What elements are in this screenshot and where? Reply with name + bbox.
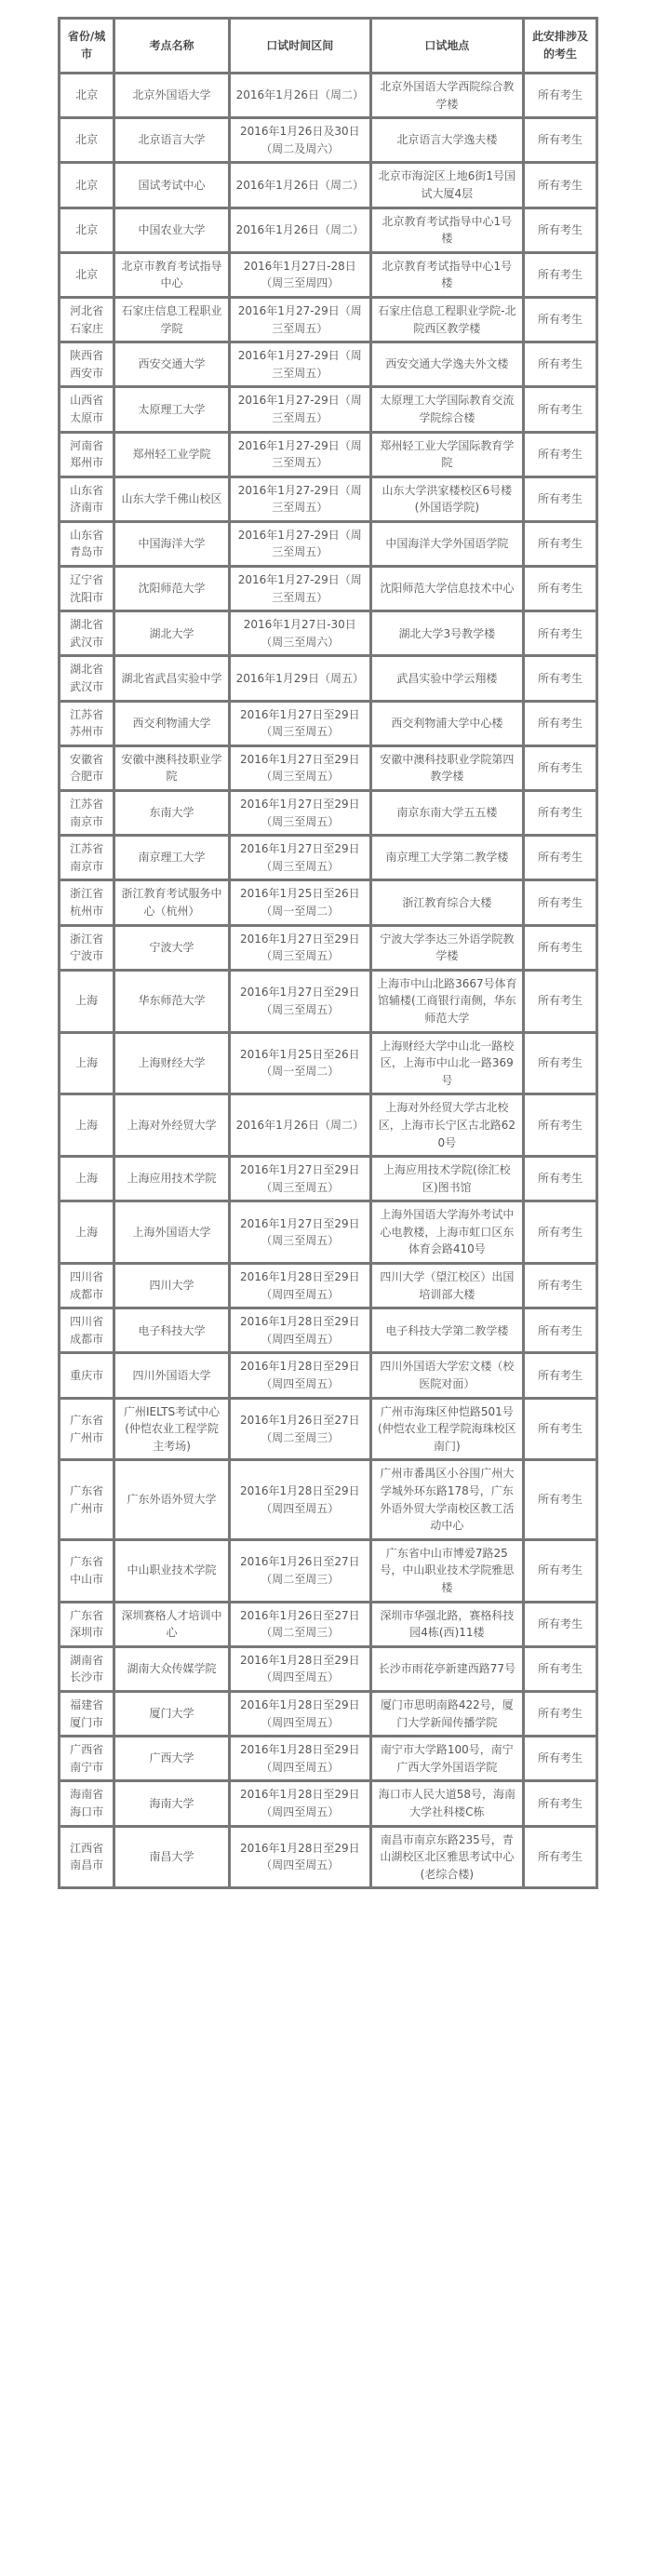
cell-place: 宁波大学李达三外语学院教学楼 xyxy=(372,927,522,969)
cell-time: 2016年1月27日至29日（周三至周五） xyxy=(231,927,369,969)
cell-time: 2016年1月27日至29日（周三至周五） xyxy=(231,703,369,745)
cell-venue: 国试考试中心 xyxy=(115,164,228,206)
cell-time: 2016年1月28日至29日（周四至周五） xyxy=(231,1461,369,1537)
table-row xyxy=(60,343,596,385)
cell-time: 2016年1月28日至29日（周四至周五） xyxy=(231,1309,369,1351)
cell-scope: 所有考生 xyxy=(525,74,596,116)
cell-city: 北京 xyxy=(60,164,113,206)
cell-scope: 所有考生 xyxy=(525,612,596,654)
cell-city: 山东省青岛市 xyxy=(60,523,113,565)
cell-city: 北京 xyxy=(60,254,113,296)
cell-place: 北京语言大学逸夫楼 xyxy=(372,119,522,161)
cell-place: 西交利物浦大学中心楼 xyxy=(372,703,522,745)
cell-place: 山东大学洪家楼校区6号楼(外国语学院) xyxy=(372,478,522,520)
cell-place: 厦门市思明南路422号，厦门大学新闻传播学院 xyxy=(372,1693,522,1735)
table-row xyxy=(60,568,596,610)
table-row xyxy=(60,1400,596,1459)
cell-scope: 所有考生 xyxy=(525,837,596,879)
cell-city: 福建省厦门市 xyxy=(60,1693,113,1735)
cell-place: 武昌实验中学云翔楼 xyxy=(372,657,522,699)
cell-place: 北京市海淀区上地6街1号国试大厦4层 xyxy=(372,164,522,206)
cell-venue: 上海财经大学 xyxy=(115,1034,228,1093)
cell-place: 郑州轻工业大学国际教育学院 xyxy=(372,434,522,476)
cell-time: 2016年1月27-29日（周三至周五） xyxy=(231,343,369,385)
cell-time: 2016年1月27日至29日（周三至周五） xyxy=(231,837,369,879)
table-row xyxy=(60,299,596,341)
cell-city: 辽宁省沈阳市 xyxy=(60,568,113,610)
cell-city: 湖北省武汉市 xyxy=(60,612,113,654)
cell-scope: 所有考生 xyxy=(525,1095,596,1155)
cell-place: 太原理工大学国际教育交流学院综合楼 xyxy=(372,388,522,430)
cell-city: 山西省太原市 xyxy=(60,388,113,430)
cell-venue: 西交利物浦大学 xyxy=(115,703,228,745)
cell-scope: 所有考生 xyxy=(525,1737,596,1779)
cell-scope: 所有考生 xyxy=(525,881,596,923)
header-row xyxy=(60,20,596,72)
cell-venue: 南京理工大学 xyxy=(115,837,228,879)
table-row xyxy=(60,164,596,206)
cell-scope: 所有考生 xyxy=(525,254,596,296)
table-row xyxy=(60,74,596,116)
cell-scope: 所有考生 xyxy=(525,703,596,745)
cell-place: 上海外国语大学海外考试中心电教楼，上海市虹口区东体育会路410号 xyxy=(372,1202,522,1262)
cell-city: 河北省石家庄 xyxy=(60,299,113,341)
table-row xyxy=(60,1737,596,1779)
cell-time: 2016年1月27日至29日（周三至周五） xyxy=(231,972,369,1031)
table-row xyxy=(60,478,596,520)
cell-time: 2016年1月28日至29日（周四至周五） xyxy=(231,1828,369,1887)
cell-place: 西安交通大学逸夫外文楼 xyxy=(372,343,522,385)
cell-place: 南京理工大学第二教学楼 xyxy=(372,837,522,879)
cell-place: 石家庄信息工程职业学院-北院西区教学楼 xyxy=(372,299,522,341)
cell-place: 上海对外经贸大学古北校区，上海市长宁区古北路620号 xyxy=(372,1095,522,1155)
cell-scope: 所有考生 xyxy=(525,1309,596,1351)
cell-scope: 所有考生 xyxy=(525,1648,596,1690)
cell-city: 重庆市 xyxy=(60,1354,113,1396)
table-row xyxy=(60,972,596,1031)
cell-place: 南京东南大学五五楼 xyxy=(372,792,522,834)
cell-city: 陕西省西安市 xyxy=(60,343,113,385)
table-row xyxy=(60,657,596,699)
table-row xyxy=(60,1693,596,1735)
cell-time: 2016年1月26日至27日（周二至周三） xyxy=(231,1541,369,1601)
cell-venue: 四川大学 xyxy=(115,1265,228,1307)
cell-time: 2016年1月29日（周五） xyxy=(231,657,369,699)
cell-place: 安徽中澳科技职业学院第四教学楼 xyxy=(372,747,522,789)
cell-place: 电子科技大学第二教学楼 xyxy=(372,1309,522,1351)
cell-place: 四川大学（望江校区）出国培训部大楼 xyxy=(372,1265,522,1307)
cell-city: 北京 xyxy=(60,119,113,161)
cell-city: 湖北省武汉市 xyxy=(60,657,113,699)
cell-city: 广西省南宁市 xyxy=(60,1737,113,1779)
table-row xyxy=(60,1158,596,1200)
cell-venue: 湖北省武昌实验中学 xyxy=(115,657,228,699)
cell-venue: 中山职业技术学院 xyxy=(115,1541,228,1601)
cell-scope: 所有考生 xyxy=(525,1354,596,1396)
table-row xyxy=(60,119,596,161)
cell-venue: 西安交通大学 xyxy=(115,343,228,385)
table-row xyxy=(60,837,596,879)
cell-time: 2016年1月25日至26日（周一至周二） xyxy=(231,881,369,923)
exam-schedule-table xyxy=(58,17,598,1889)
cell-city: 山东省济南市 xyxy=(60,478,113,520)
cell-city: 四川省成都市 xyxy=(60,1309,113,1351)
cell-city: 浙江省杭州市 xyxy=(60,881,113,923)
cell-venue: 北京外国语大学 xyxy=(115,74,228,116)
cell-scope: 所有考生 xyxy=(525,434,596,476)
cell-city: 河南省郑州市 xyxy=(60,434,113,476)
cell-venue: 深圳赛格人才培训中心 xyxy=(115,1603,228,1645)
table-row xyxy=(60,388,596,430)
cell-venue: 电子科技大学 xyxy=(115,1309,228,1351)
cell-time: 2016年1月25日至26日（周一至周二） xyxy=(231,1034,369,1093)
table-row xyxy=(60,703,596,745)
cell-city: 上海 xyxy=(60,1202,113,1262)
cell-scope: 所有考生 xyxy=(525,1603,596,1645)
cell-city: 广东省广州市 xyxy=(60,1400,113,1459)
table-row xyxy=(60,927,596,969)
cell-venue: 厦门大学 xyxy=(115,1693,228,1735)
table-row xyxy=(60,1648,596,1690)
table-row xyxy=(60,1309,596,1351)
cell-scope: 所有考生 xyxy=(525,478,596,520)
cell-time: 2016年1月27日-28日（周三至周四） xyxy=(231,254,369,296)
cell-venue: 湖南大众传媒学院 xyxy=(115,1648,228,1690)
table-body xyxy=(60,74,596,1886)
cell-venue: 沈阳师范大学 xyxy=(115,568,228,610)
cell-city: 湖南省长沙市 xyxy=(60,1648,113,1690)
cell-scope: 所有考生 xyxy=(525,343,596,385)
cell-city: 四川省成都市 xyxy=(60,1265,113,1307)
cell-venue: 湖北大学 xyxy=(115,612,228,654)
cell-scope: 所有考生 xyxy=(525,1265,596,1307)
cell-venue: 广东外语外贸大学 xyxy=(115,1461,228,1537)
cell-scope: 所有考生 xyxy=(525,1034,596,1093)
cell-venue: 宁波大学 xyxy=(115,927,228,969)
cell-place: 南昌市南京东路235号，青山湖校区北区雅思考试中心(老综合楼) xyxy=(372,1828,522,1887)
table-row xyxy=(60,1202,596,1262)
cell-venue: 东南大学 xyxy=(115,792,228,834)
cell-place: 南宁市大学路100号，南宁广西大学外国语学院 xyxy=(372,1737,522,1779)
cell-time: 2016年1月28日至29日（周四至周五） xyxy=(231,1737,369,1779)
cell-scope: 所有考生 xyxy=(525,747,596,789)
cell-place: 北京外国语大学西院综合教学楼 xyxy=(372,74,522,116)
cell-place: 中国海洋大学外国语学院 xyxy=(372,523,522,565)
cell-place: 四川外国语大学宏文楼（校医院对面） xyxy=(372,1354,522,1396)
cell-scope: 所有考生 xyxy=(525,1202,596,1262)
table-header xyxy=(60,20,596,72)
cell-city: 海南省海口市 xyxy=(60,1782,113,1824)
cell-venue: 太原理工大学 xyxy=(115,388,228,430)
cell-scope: 所有考生 xyxy=(525,1541,596,1601)
cell-city: 北京 xyxy=(60,74,113,116)
cell-time: 2016年1月27-29日（周三至周五） xyxy=(231,299,369,341)
header-time: 口试时间区间 xyxy=(231,20,369,72)
cell-place: 浙江教育综合大楼 xyxy=(372,881,522,923)
cell-city: 江西省南昌市 xyxy=(60,1828,113,1887)
cell-time: 2016年1月27-29日（周三至周五） xyxy=(231,523,369,565)
table-row xyxy=(60,1782,596,1824)
table-row xyxy=(60,1461,596,1537)
table-row xyxy=(60,1828,596,1887)
cell-scope: 所有考生 xyxy=(525,1400,596,1459)
cell-place: 长沙市雨花亭新建西路77号 xyxy=(372,1648,522,1690)
cell-scope: 所有考生 xyxy=(525,792,596,834)
cell-city: 广东省广州市 xyxy=(60,1461,113,1537)
cell-city: 江苏省南京市 xyxy=(60,792,113,834)
cell-time: 2016年1月27日至29日（周三至周五） xyxy=(231,747,369,789)
cell-city: 上海 xyxy=(60,1034,113,1093)
cell-time: 2016年1月28日至29日（周四至周五） xyxy=(231,1265,369,1307)
table-row xyxy=(60,523,596,565)
cell-venue: 中国农业大学 xyxy=(115,209,228,251)
cell-venue: 安徽中澳科技职业学院 xyxy=(115,747,228,789)
header-city: 省份/城市 xyxy=(60,20,113,72)
cell-place: 沈阳师范大学信息技术中心 xyxy=(372,568,522,610)
cell-scope: 所有考生 xyxy=(525,299,596,341)
cell-scope: 所有考生 xyxy=(525,568,596,610)
cell-time: 2016年1月27日至29日（周三至周五） xyxy=(231,792,369,834)
cell-venue: 浙江教育考试服务中心（杭州） xyxy=(115,881,228,923)
cell-scope: 所有考生 xyxy=(525,1782,596,1824)
cell-place: 湖北大学3号教学楼 xyxy=(372,612,522,654)
cell-scope: 所有考生 xyxy=(525,1828,596,1887)
cell-venue: 海南大学 xyxy=(115,1782,228,1824)
table-row xyxy=(60,1034,596,1093)
table-row xyxy=(60,209,596,251)
cell-time: 2016年1月26日（周二） xyxy=(231,74,369,116)
table-row xyxy=(60,747,596,789)
cell-time: 2016年1月28日至29日（周四至周五） xyxy=(231,1648,369,1690)
cell-venue: 上海应用技术学院 xyxy=(115,1158,228,1200)
cell-time: 2016年1月26日至27日（周二至周三） xyxy=(231,1603,369,1645)
cell-time: 2016年1月27-29日（周三至周五） xyxy=(231,434,369,476)
cell-venue: 石家庄信息工程职业学院 xyxy=(115,299,228,341)
cell-scope: 所有考生 xyxy=(525,164,596,206)
cell-place: 北京教育考试指导中心1号楼 xyxy=(372,254,522,296)
cell-place: 上海应用技术学院(徐汇校区)图书馆 xyxy=(372,1158,522,1200)
cell-time: 2016年1月27-29日（周三至周五） xyxy=(231,388,369,430)
table-row xyxy=(60,1265,596,1307)
cell-time: 2016年1月26日（周二） xyxy=(231,1095,369,1155)
cell-place: 广州市番禺区小谷围广州大学城外环东路178号，广东外语外贸大学南校区教工活动中心 xyxy=(372,1461,522,1537)
cell-time: 2016年1月27-29日（周三至周五） xyxy=(231,568,369,610)
table-row xyxy=(60,434,596,476)
table-row xyxy=(60,1354,596,1396)
cell-city: 江苏省苏州市 xyxy=(60,703,113,745)
cell-city: 安徽省合肥市 xyxy=(60,747,113,789)
cell-place: 上海财经大学中山北一路校区，上海市中山北一路369号 xyxy=(372,1034,522,1093)
cell-city: 广东省中山市 xyxy=(60,1541,113,1601)
cell-scope: 所有考生 xyxy=(525,927,596,969)
cell-venue: 华东师范大学 xyxy=(115,972,228,1031)
cell-venue: 广州IELTS考试中心 (仲恺农业工程学院主考场) xyxy=(115,1400,228,1459)
table-row xyxy=(60,1603,596,1645)
cell-time: 2016年1月27日至29日（周三至周五） xyxy=(231,1158,369,1200)
cell-time: 2016年1月26日（周二） xyxy=(231,164,369,206)
cell-time: 2016年1月26日及30日（周二及周六） xyxy=(231,119,369,161)
cell-venue: 北京语言大学 xyxy=(115,119,228,161)
cell-city: 上海 xyxy=(60,1158,113,1200)
cell-time: 2016年1月28日至29日（周四至周五） xyxy=(231,1693,369,1735)
cell-venue: 山东大学千佛山校区 xyxy=(115,478,228,520)
table-row xyxy=(60,881,596,923)
cell-place: 广州市海珠区仲恺路501号 (仲恺农业工程学院海珠校区南门) xyxy=(372,1400,522,1459)
cell-time: 2016年1月27日-30日（周三至周六） xyxy=(231,612,369,654)
cell-scope: 所有考生 xyxy=(525,1693,596,1735)
cell-place: 海口市人民大道58号，海南大学社科楼C栋 xyxy=(372,1782,522,1824)
header-venue: 考点名称 xyxy=(115,20,228,72)
table-row xyxy=(60,254,596,296)
cell-city: 上海 xyxy=(60,972,113,1031)
cell-place: 北京教育考试指导中心1号楼 xyxy=(372,209,522,251)
cell-scope: 所有考生 xyxy=(525,119,596,161)
cell-scope: 所有考生 xyxy=(525,523,596,565)
cell-city: 上海 xyxy=(60,1095,113,1155)
cell-venue: 郑州轻工业学院 xyxy=(115,434,228,476)
table-row xyxy=(60,1541,596,1601)
cell-time: 2016年1月28日至29日（周四至周五） xyxy=(231,1782,369,1824)
cell-scope: 所有考生 xyxy=(525,1461,596,1537)
cell-venue: 上海对外经贸大学 xyxy=(115,1095,228,1155)
header-scope: 此安排涉及 的考生 xyxy=(525,20,596,72)
cell-place: 上海市中山北路3667号体育馆辅楼(工商银行南侧，华东师范大学 xyxy=(372,972,522,1031)
cell-scope: 所有考生 xyxy=(525,972,596,1031)
cell-scope: 所有考生 xyxy=(525,388,596,430)
cell-time: 2016年1月27日至29日（周三至周五） xyxy=(231,1202,369,1262)
cell-venue: 中国海洋大学 xyxy=(115,523,228,565)
cell-time: 2016年1月26日（周二） xyxy=(231,209,369,251)
cell-venue: 广西大学 xyxy=(115,1737,228,1779)
cell-scope: 所有考生 xyxy=(525,1158,596,1200)
table-row xyxy=(60,792,596,834)
cell-time: 2016年1月28日至29日（周四至周五） xyxy=(231,1354,369,1396)
cell-time: 2016年1月26日至27日（周二至周三） xyxy=(231,1400,369,1459)
cell-time: 2016年1月27-29日（周三至周五） xyxy=(231,478,369,520)
cell-scope: 所有考生 xyxy=(525,209,596,251)
cell-city: 浙江省宁波市 xyxy=(60,927,113,969)
table-row xyxy=(60,1095,596,1155)
cell-venue: 四川外国语大学 xyxy=(115,1354,228,1396)
cell-city: 广东省深圳市 xyxy=(60,1603,113,1645)
cell-place: 广东省中山市博爱7路25号，中山职业技术学院雅思楼 xyxy=(372,1541,522,1601)
cell-city: 北京 xyxy=(60,209,113,251)
cell-scope: 所有考生 xyxy=(525,657,596,699)
cell-city: 江苏省南京市 xyxy=(60,837,113,879)
cell-place: 深圳市华强北路，赛格科技园4栋(西)11楼 xyxy=(372,1603,522,1645)
cell-venue: 南昌大学 xyxy=(115,1828,228,1887)
table-row xyxy=(60,612,596,654)
cell-venue: 北京市教育考试指导中心 xyxy=(115,254,228,296)
cell-venue: 上海外国语大学 xyxy=(115,1202,228,1262)
header-place: 口试地点 xyxy=(372,20,522,72)
